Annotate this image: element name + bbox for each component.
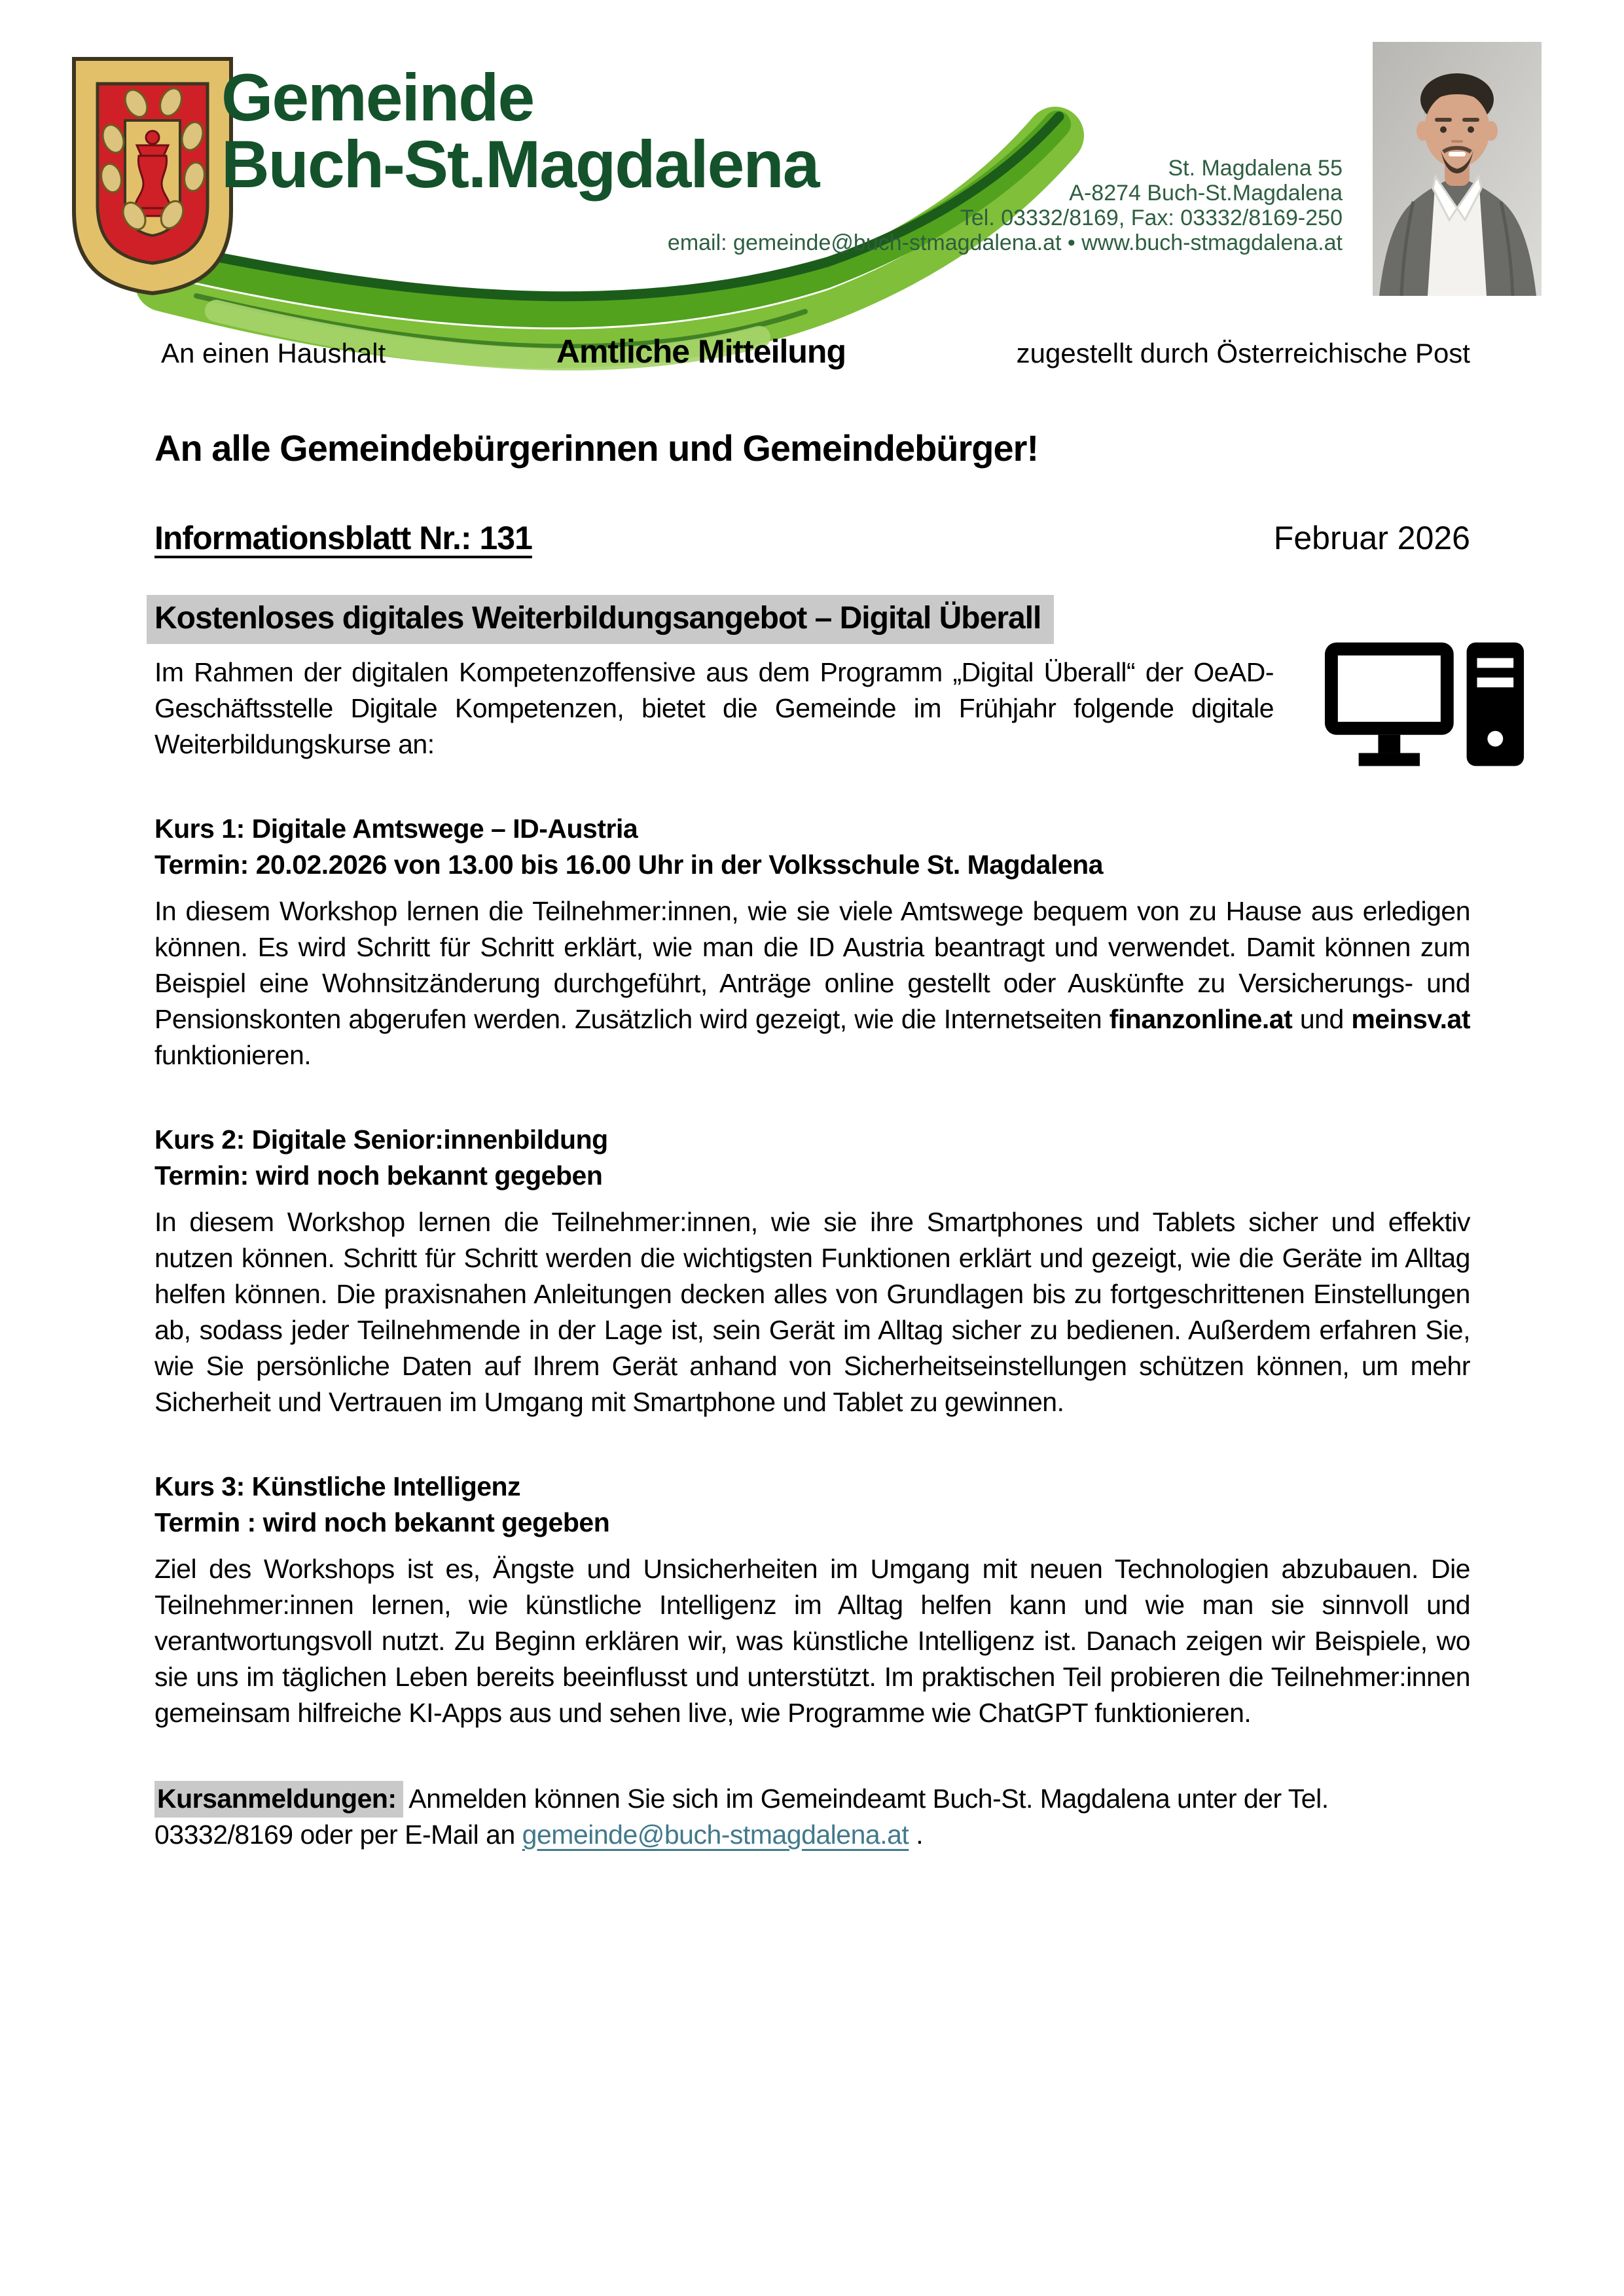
issue-date: Februar 2026 xyxy=(1273,520,1470,556)
course-termin: Termin : wird noch bekannt gegeben xyxy=(154,1507,610,1537)
info-line xyxy=(154,519,1470,557)
course-text: und xyxy=(1292,1004,1352,1034)
course-text: Ziel des Workshops ist es, Ängste und Unsicherheiten im Umgang mit neuen Technologien abzubauen. Die Teilnehmer:innen lernen, wie künstliche Intelligenz im Alltag helfen kann und wie man sie sinnvoll und verantwortungsvoll nutzt. Zu Beginn erklären wir, was künstliche Intelligenz ist. Danach zeigen wir Beispiele, wo sie uns im täglichen Leben bereits beeinflusst und unterstützt. Im praktischen Teil probieren die Teilnehmer:innen gemeinsam hilfreiche KI-Apps aus und sehen live, wie Programme wie ChatGPT funktionieren. xyxy=(154,1554,1470,1728)
section-heading: Kostenloses digitales Weiterbildungsangebot – Digital Überall xyxy=(147,595,1054,644)
course-block-3 xyxy=(154,1469,1470,1731)
registration-paragraph xyxy=(154,1781,1470,1853)
course-text: funktionieren. xyxy=(154,1040,312,1070)
course-title: Kurs 3: Künstliche Intelligenz xyxy=(154,1471,521,1501)
issue-number: Informationsblatt Nr.: 131 xyxy=(154,520,532,556)
address-block xyxy=(623,156,1343,255)
registration-text: Anmelden können Sie sich im Gemeindeamt Buch-St. Magdalena unter der Tel. 03332/8169 oder per E-Mail an xyxy=(154,1784,1329,1850)
registration-label: Kursanmeldungen: xyxy=(154,1781,403,1818)
section-intro-paragraph: Im Rahmen der digitalen Kompetenzoffensive aus dem Programm „Digital Überall“ der OeAD-Geschäftsstelle Digitale Kompetenzen, bietet die Gemeinde im Frühjahr folgende digitale Weiterbildungskurse an: xyxy=(154,657,1274,759)
address-line: A-8274 Buch-St.Magdalena xyxy=(1069,181,1343,206)
course-text: In diesem Workshop lernen die Teilnehmer:innen, wie sie ihre Smartphones und Tablets sicher und effektiv nutzen können. Schritt für Schritt werden die wichtigsten Funktionen erklärt und gezeigt, wie die Geräte im Alltag helfen können. Die praxisnahen Anleitungen decken alles von Grundlagen bis zu fortgeschrittenen Einstellungen ab, sodass jeder Teilnehmende in der Lage ist, sein Gerät im Alltag sicher zu bedienen. Außerdem erfahren Sie, wie Sie persönliche Daten auf Ihrem Gerät anhand von Sicherheitseinstellungen schützen können, um mehr Sicherheit und Vertrauen im Umgang mit Smartphone und Tablet zu gewinnen. xyxy=(154,1207,1470,1417)
distribution-line xyxy=(154,332,1470,370)
course-text: In diesem Workshop lernen die Teilnehmer:innen, wie sie viele Amtswege bequem von zu Hause aus erledigen können. Es wird Schritt für Schritt erklärt, wie man die ID Austria beantragt und verwendet. Damit können zum Beispiel eine Wohnsitzänderung durchgeführt, Anträge online gestellt oder Auskünfte zu Versicherungs- und Pensionskonten abgerufen werden. Zusätzlich wird gezeigt, wie die Internetseiten xyxy=(154,896,1470,1034)
registration-email-link[interactable]: gemeinde@buch-stmagdalena.at xyxy=(522,1820,909,1850)
main-heading: An alle Gemeindebürgerinnen und Gemeindebürger! xyxy=(154,427,1039,469)
address-line: email: gemeinde@buch-stmagdalena.at • www.buch-stmagdalena.at xyxy=(667,230,1343,255)
address-line: St. Magdalena 55 xyxy=(1168,156,1343,181)
course-description xyxy=(154,1551,1470,1731)
municipal-coat-of-arms-icon xyxy=(69,54,236,297)
course-title: Kurs 1: Digitale Amtswege – ID-Austria xyxy=(154,814,638,844)
course-termin: Termin: 20.02.2026 von 13.00 bis 16.00 Uhr in der Volksschule St. Magdalena xyxy=(154,850,1103,880)
course-title: Kurs 2: Digitale Senior:innenbildung xyxy=(154,1124,608,1155)
org-name-line1: Gemeinde xyxy=(221,60,534,135)
section-digital-weiterbildung xyxy=(154,595,1470,762)
course-description xyxy=(154,893,1470,1073)
course-block-1 xyxy=(154,811,1470,1073)
document-body xyxy=(154,308,1470,1880)
address-line: Tel. 03332/8169, Fax: 03332/8169-250 xyxy=(960,206,1343,230)
distribution-left: An einen Haushalt xyxy=(161,338,386,368)
course-bold-site-1: finanzonline.at xyxy=(1109,1004,1293,1034)
distribution-center: Amtliche Mitteilung xyxy=(556,333,846,370)
course-block-2 xyxy=(154,1122,1470,1420)
distribution-right: zugestellt durch Österreichische Post xyxy=(1016,338,1470,368)
course-description xyxy=(154,1204,1470,1420)
mayor-portrait-photo xyxy=(1373,42,1542,296)
course-bold-site-2: meinsv.at xyxy=(1351,1004,1470,1034)
desktop-computer-icon xyxy=(1322,639,1530,770)
org-name-line2: Buch-St.Magdalena xyxy=(221,127,819,202)
course-termin: Termin: wird noch bekannt gegeben xyxy=(154,1160,603,1191)
letterhead xyxy=(0,0,1624,308)
registration-text-after: . xyxy=(909,1820,924,1850)
